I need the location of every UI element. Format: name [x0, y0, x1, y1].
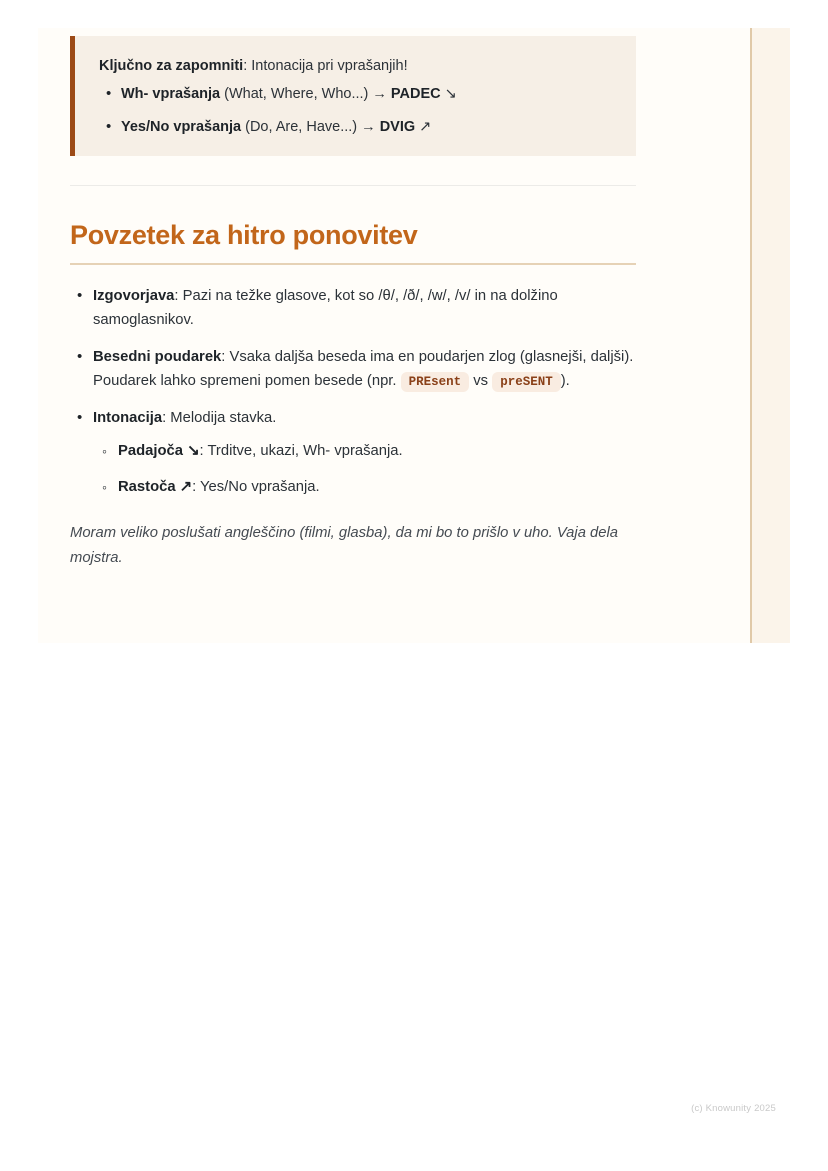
- page-sheet: [38, 28, 790, 643]
- sub-item-text: : Trditve, ukazi, Wh- vprašanja.: [199, 443, 403, 460]
- callout-list: [99, 84, 614, 139]
- list-item: [93, 346, 636, 394]
- summary-item-text: : Pazi na težke glasove, kot so /θ/, /ð/, /w/, /v/ in na dolžino samoglasnikov.: [93, 288, 558, 329]
- code-chip-present-verb: preSENT: [492, 372, 561, 392]
- summary-list: [70, 285, 636, 499]
- callout-item-examples: (Do, Are, Have...) →: [241, 118, 380, 135]
- callout-list-item: [121, 84, 614, 106]
- closing-note: Moram veliko poslušati angleščino (filmi, glasba), da mi bo to prišlo v uho. Vaja dela mojstra.: [70, 525, 619, 566]
- right-margin-strip: [750, 28, 790, 643]
- footer-copyright: (c) Knowunity 2025: [691, 1103, 776, 1114]
- sub-item-text: : Yes/No vprašanja.: [192, 478, 320, 495]
- list-item: [93, 285, 636, 333]
- list-item: [118, 476, 636, 500]
- summary-item-term: Izgovorjava: [93, 288, 175, 305]
- sub-item-term: Padajoča ↘: [118, 443, 200, 460]
- title-underline: [70, 263, 636, 265]
- summary-item-text: : Vsaka daljša beseda ima en poudarjen zlog (glasnejši, daljši). Poudarek lahko spremeni pomen besede (npr.: [93, 349, 634, 390]
- callout-lead: [99, 56, 614, 78]
- callout-list-item: [121, 117, 614, 139]
- falling-arrow-icon: ↘: [440, 85, 457, 102]
- callout-item-term: Yes/No vprašanja: [121, 118, 242, 135]
- key-takeaway-callout: [70, 36, 636, 156]
- page-title: Povzetek za hitro ponovitev: [70, 220, 418, 251]
- callout-lead-rest: : Intonacija pri vprašanjih!: [243, 58, 408, 74]
- summary-item-text: ).: [560, 373, 570, 390]
- sub-item-term: Rastoča ↗: [118, 478, 193, 495]
- callout-item-examples: (What, Where, Who...) →: [220, 85, 391, 102]
- document-content: [70, 36, 636, 570]
- summary-item-text: : Melodija stavka.: [162, 410, 277, 427]
- list-item: [93, 407, 636, 499]
- section-divider: [70, 185, 636, 186]
- code-chip-present-stressed: PREsent: [401, 372, 470, 392]
- summary-item-term: Besedni poudarek: [93, 349, 222, 366]
- callout-item-term: Wh- vprašanja: [121, 85, 221, 102]
- callout-item-result: PADEC: [390, 85, 441, 102]
- summary-item-term: Intonacija: [93, 410, 163, 427]
- intonation-sub-list: [93, 440, 636, 499]
- callout-lead-strong: Ključno za zapomniti: [99, 58, 244, 74]
- summary-item-text: vs: [469, 373, 493, 390]
- rising-arrow-icon: ↗: [415, 118, 432, 135]
- list-item: [118, 440, 636, 464]
- callout-item-result: DVIG: [379, 118, 416, 135]
